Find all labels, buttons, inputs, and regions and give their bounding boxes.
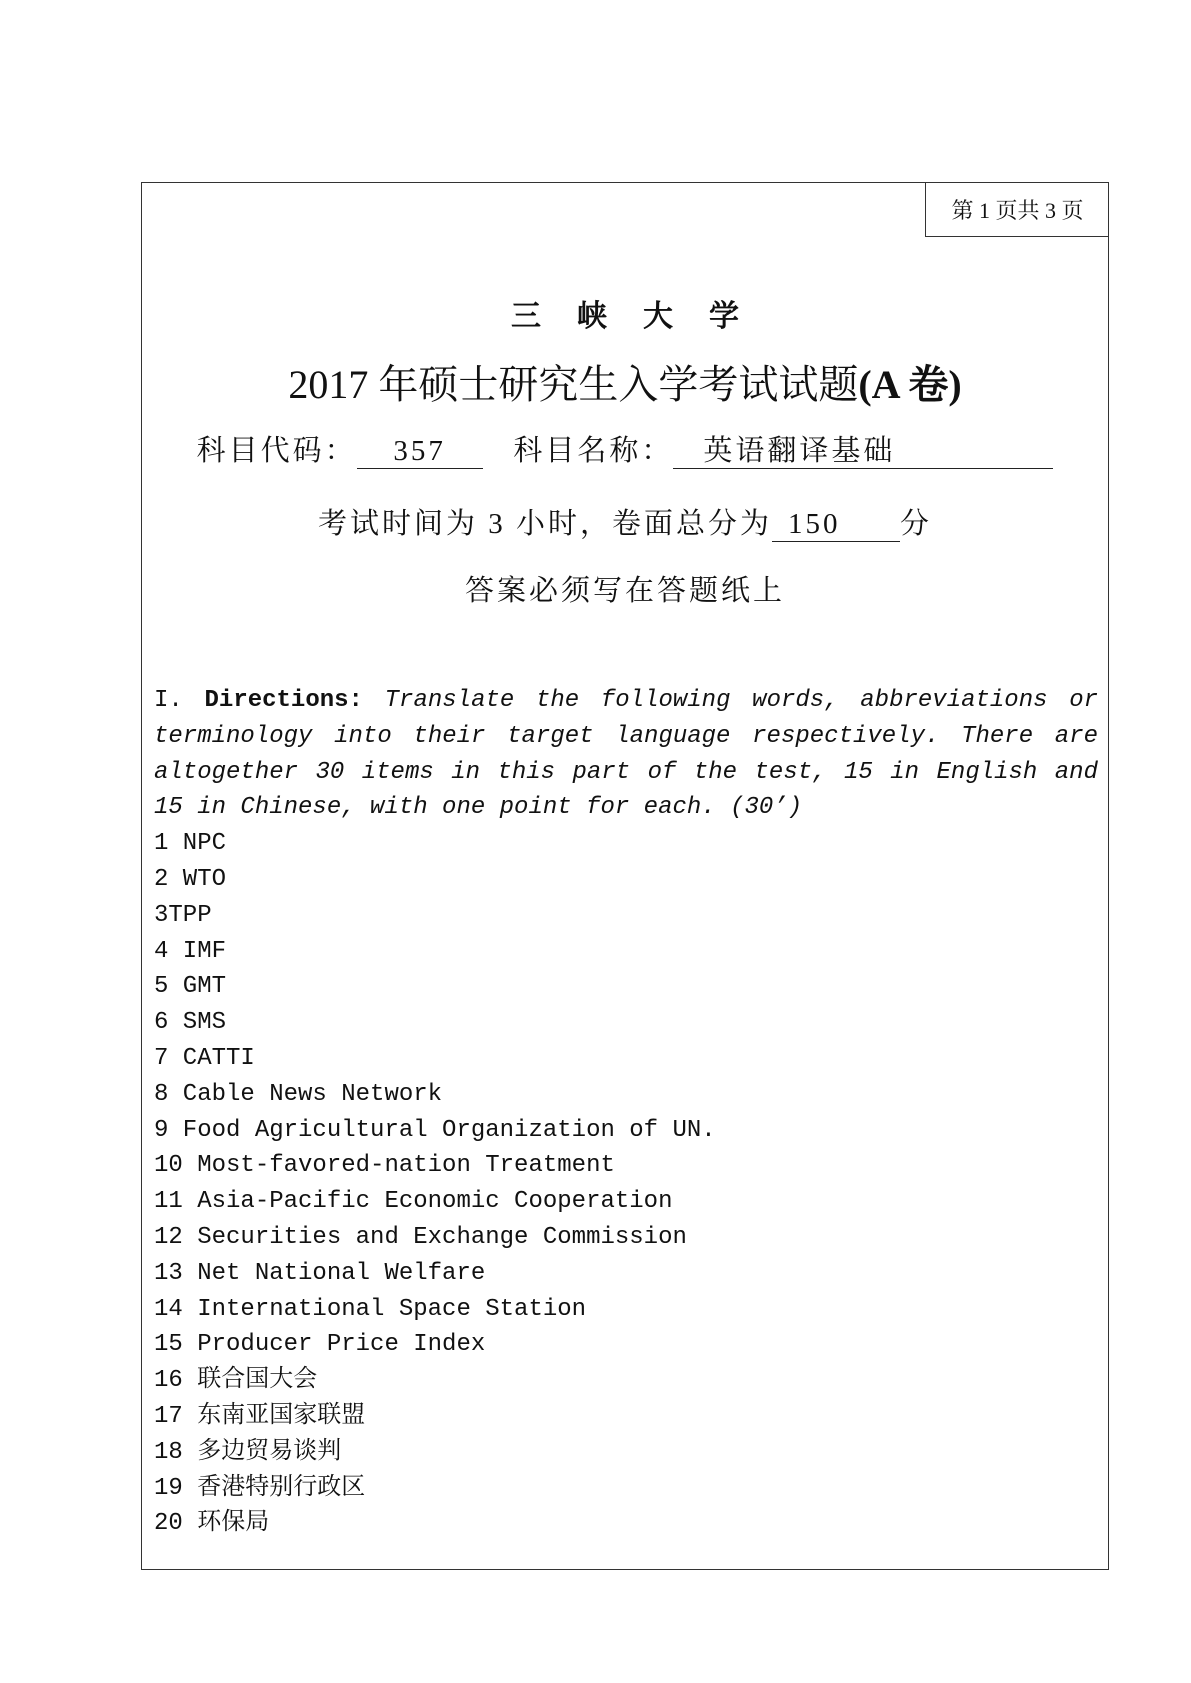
answer-note: 答案必须写在答题纸上 [464, 575, 785, 607]
time-text: 考试时间为 3 小时，卷面总分为 [317, 508, 772, 540]
score-unit: 分 [900, 508, 933, 540]
title-suffix: (A 卷) [858, 362, 962, 407]
list-item: 18 多边贸易谈判 [154, 1438, 342, 1466]
total-score: 150 [772, 508, 900, 542]
list-item: 15 Producer Price Index [154, 1331, 486, 1359]
list-item: 17 东南亚国家联盟 [154, 1402, 366, 1430]
list-item: 5 GMT [154, 973, 227, 1001]
list-item: 19 香港特别行政区 [154, 1474, 366, 1502]
time-line [142, 501, 1108, 542]
subject-name-label: 科目名称： [513, 435, 674, 467]
list-item: 20 环保局 [154, 1510, 270, 1538]
title-text: 2017 年硕士研究生入学考试试题 [288, 362, 859, 407]
directions [154, 683, 1098, 826]
exam-title [142, 353, 1108, 410]
list-item: 1 NPC [154, 830, 227, 858]
list-item: 11 Asia-Pacific Economic Cooperation [154, 1188, 673, 1216]
list-item: 10 Most-favored-nation Treatment [154, 1152, 615, 1180]
list-item: 4 IMF [154, 937, 227, 965]
list-item: 2 WTO [154, 865, 227, 893]
list-item: 16 联合国大会 [154, 1367, 318, 1395]
directions-label: Directions: [204, 687, 363, 714]
list-item: 3TPP [154, 901, 212, 929]
subject-name: 英语翻译基础 [673, 435, 1053, 469]
page-indicator: 第 1 页共 3 页 [925, 182, 1109, 237]
list-item: 13 Net National Welfare [154, 1259, 486, 1287]
section-one [154, 683, 1098, 1542]
exam-frame [141, 182, 1109, 1570]
item-list [154, 826, 1098, 1542]
subject-line [142, 428, 1108, 469]
list-item: 14 International Space Station [154, 1295, 587, 1323]
list-item: 6 SMS [154, 1009, 227, 1037]
subject-code-label: 科目代码： [196, 435, 357, 467]
directions-text: Translate the following words, abbreviations or terminology into their target language respectively. There are altogether 30 items in this part of the test, 15 in English and 15 in Chinese, with one point for each. (30’) [154, 687, 1099, 822]
list-item: 7 CATTI [154, 1044, 255, 1072]
university-name: 三峡大学 [511, 299, 775, 334]
list-item: 9 Food Agricultural Organization of UN. [154, 1116, 716, 1144]
list-item: 12 Securities and Exchange Commission [154, 1223, 687, 1251]
subject-code: 357 [357, 435, 483, 469]
section-number: I. [154, 687, 183, 714]
list-item: 8 Cable News Network [154, 1080, 443, 1108]
